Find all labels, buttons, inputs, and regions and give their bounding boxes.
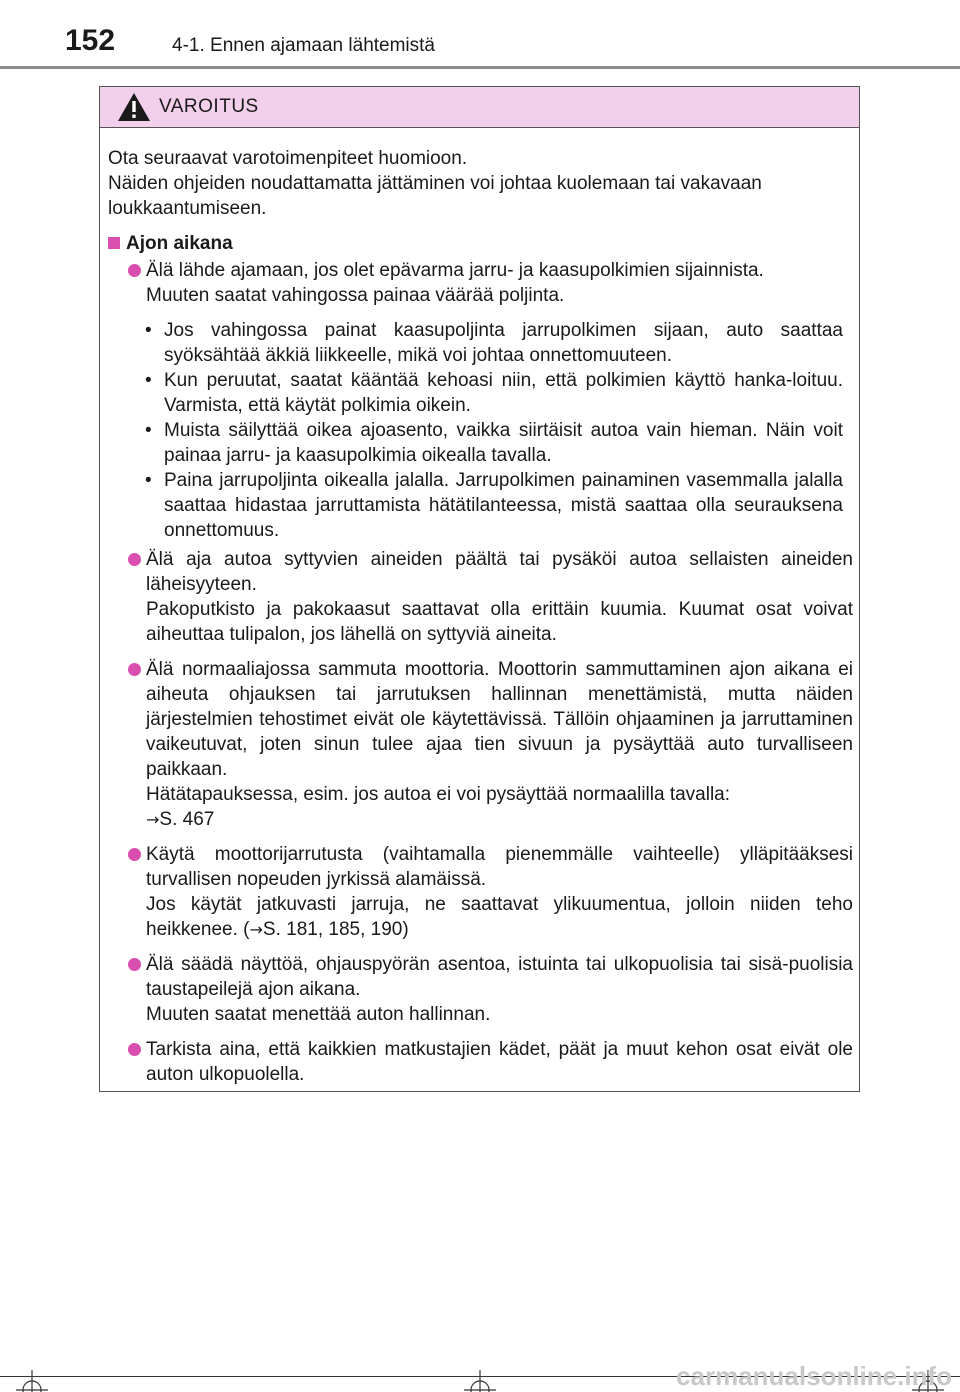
list-item bbox=[108, 657, 853, 832]
item-text: Muuten saatat menettää auton hallinnan. bbox=[146, 1004, 491, 1025]
round-bullet-icon bbox=[128, 264, 141, 277]
list-item bbox=[108, 547, 853, 647]
sub-list-item bbox=[108, 368, 853, 418]
warning-header bbox=[100, 87, 859, 128]
item-text: Älä lähde ajamaan, jos olet epävarma jarru- ja kaasupolkimien sijainnista. bbox=[146, 260, 764, 281]
dot-bullet-icon: • bbox=[145, 470, 152, 491]
sub-list bbox=[108, 318, 853, 543]
list-item bbox=[108, 258, 853, 308]
arrow-icon: → bbox=[146, 810, 160, 829]
dot-bullet-icon: • bbox=[145, 370, 152, 391]
page-number: 152 bbox=[65, 24, 116, 57]
item-text: Muuten saatat vahingossa painaa väärää poljinta. bbox=[146, 285, 565, 306]
section-heading bbox=[108, 231, 853, 256]
item-ref bbox=[146, 807, 853, 832]
item-text: Hätätapauksessa, esim. jos autoa ei voi pysäyttää normaalilla tavalla: bbox=[146, 784, 731, 805]
item-text-part: Jos käytät jatkuvasti jarruja, ne saattavat ylikuumentua, jolloin niiden teho heikkenee. ( bbox=[146, 894, 853, 940]
round-bullet-icon bbox=[128, 958, 141, 971]
section-title: 4-1. Ennen ajamaan lähtemistä bbox=[172, 35, 435, 56]
warning-box bbox=[99, 86, 860, 1092]
page-ref-link[interactable]: S. 467 bbox=[159, 809, 215, 830]
item-text bbox=[146, 892, 853, 942]
sub-list-item bbox=[108, 418, 853, 468]
item-text: Älä normaaliajossa sammuta moottoria. Moottorin sammuttaminen ajon aikana ei aiheuta ohjauksen tai jarrutuksen hallinnan menettämistä, mutta näiden järjestelmien tehostimet eivät ole käytettävissä. Tällöin ohjaaminen ja jarruttaminen vaikeutuvat, joten sinun tulee ajaa tien sivuun ja pysäyttää auto turvalliseen paikkaan. bbox=[146, 659, 853, 780]
crop-mark-icon bbox=[14, 1362, 50, 1392]
sub-item-text: Paina jarrupoljinta oikealla jalalla. Jarrupolkimen painaminen vasemmalla jalalla saattaa hidastaa jarruttamista hätätilanteessa, mistä saattaa olla seurauksena onnettomuus. bbox=[164, 470, 843, 541]
round-bullet-icon bbox=[128, 553, 141, 566]
section-heading-label: Ajon aikana bbox=[126, 233, 233, 254]
arrow-icon: → bbox=[249, 920, 263, 939]
round-bullet-icon bbox=[128, 848, 141, 861]
sub-list-item bbox=[108, 318, 853, 368]
dot-bullet-icon: • bbox=[145, 420, 152, 441]
list-item bbox=[108, 952, 853, 1027]
header-rule bbox=[0, 66, 960, 69]
intro-text: Ota seuraavat varotoimenpiteet huomioon. bbox=[108, 148, 468, 169]
crop-mark-icon bbox=[462, 1362, 498, 1392]
warning-body bbox=[108, 146, 853, 1087]
watermark: carmanualsonline.info bbox=[676, 1361, 952, 1391]
round-bullet-icon bbox=[128, 1043, 141, 1056]
sub-item-text: Muista säilyttää oikea ajoasento, vaikka siirtäisit autoa vain hieman. Näin voit painaa jarru- ja kaasupolkimia oikealla tavalla. bbox=[164, 420, 843, 466]
intro-text: Näiden ohjeiden noudattamatta jättäminen voi johtaa kuolemaan tai vakavaan loukkaantumiseen. bbox=[108, 173, 762, 219]
list-item bbox=[108, 1037, 853, 1087]
page-ref-link[interactable]: S. 181, 185, 190) bbox=[262, 919, 409, 940]
sub-list-item bbox=[108, 468, 853, 543]
item-text: Älä säädä näyttöä, ohjauspyörän asentoa, istuinta tai ulkopuolisia tai sisä-puolisia taustapeilejä ajon aikana. bbox=[146, 954, 853, 1000]
item-text: Pakoputkisto ja pakokaasut saattavat olla erittäin kuumia. Kuumat osat voivat aiheuttaa tulipalon, jos lähellä on syttyviä aineita. bbox=[146, 599, 853, 645]
dot-bullet-icon: • bbox=[145, 320, 152, 341]
item-text: Tarkista aina, että kaikkien matkustajien kädet, päät ja muut kehon osat eivät ole auton ulkopuolella. bbox=[146, 1039, 853, 1085]
round-bullet-icon bbox=[128, 663, 141, 676]
square-bullet-icon bbox=[108, 237, 120, 249]
warning-triangle-icon bbox=[117, 92, 151, 122]
sub-item-text: Jos vahingossa painat kaasupoljinta jarrupolkimen sijaan, auto saattaa syöksähtää äkkiä liikkeelle, mikä voi johtaa onnettomuuteen. bbox=[164, 320, 843, 366]
warning-title: VAROITUS bbox=[159, 96, 259, 117]
item-text: Käytä moottorijarrutusta (vaihtamalla pienemmälle vaihteelle) ylläpitääksesi turvallisen nopeuden jyrkissä alamäissä. bbox=[146, 844, 853, 890]
list-item bbox=[108, 842, 853, 942]
sub-item-text: Kun peruutat, saatat kääntää kehoasi niin, että polkimien käyttö hanka-loituu. Varmista, että käytät polkimia oikein. bbox=[164, 370, 843, 416]
item-text: Älä aja autoa syttyvien aineiden päältä tai pysäköi autoa sellaisten aineiden läheisyyteen. bbox=[146, 549, 853, 595]
